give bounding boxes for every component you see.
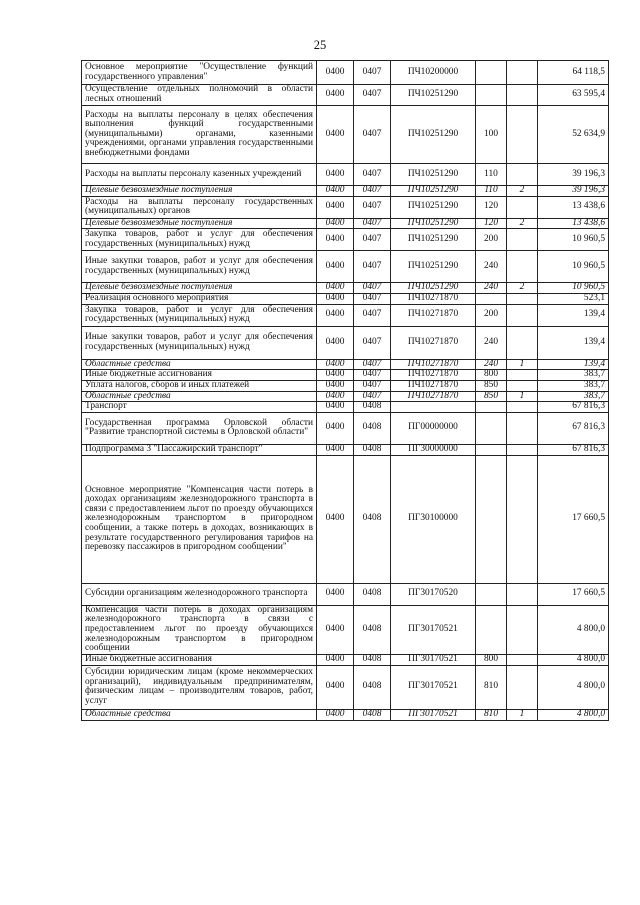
amount-value: 13 438,6 bbox=[538, 218, 609, 229]
table-row bbox=[82, 196, 609, 218]
budget-item-name: Субсидии юридическим лицам (кроме некоммерческих организаций), индивидуальным предпринимателям, физическим лицам – производителям товаров, работ, услуг bbox=[82, 665, 317, 709]
subsection-code: 0407 bbox=[354, 218, 391, 229]
budget-item-name: Расходы на выплаты персоналу в целях обеспечения выполнения функций государственными (муниципальными) органами, казенными учреждениями, органами управления государственными внебюджетными фондами bbox=[82, 106, 317, 164]
budget-item-name: Областные средства bbox=[82, 391, 317, 402]
section-code: 0400 bbox=[317, 665, 354, 709]
funding-source-code bbox=[507, 380, 538, 391]
subsection-code: 0407 bbox=[354, 380, 391, 391]
section-code: 0400 bbox=[317, 326, 354, 359]
funding-source-code bbox=[507, 106, 538, 164]
subsection-code: 0407 bbox=[354, 359, 391, 370]
budget-item-name: Закупка товаров, работ и услуг для обеспечения государственных (муниципальных) нужд bbox=[82, 229, 317, 251]
funding-source-code bbox=[507, 61, 538, 85]
budget-item-name: Основное мероприятие "Осуществление функций государственного управления" bbox=[82, 61, 317, 85]
table-row bbox=[82, 251, 609, 283]
funding-source-code bbox=[507, 665, 538, 709]
budget-item-name: Расходы на выплаты персоналу государственных (муниципальных) органов bbox=[82, 196, 317, 218]
section-code: 0400 bbox=[317, 251, 354, 283]
amount-value: 4 800,0 bbox=[538, 665, 609, 709]
budget-item-name: Основное мероприятие "Компенсация части потерь в доходах организациям железнодорожного транспорта в связи с предоставлением льгот по проезду обучающихся железнодорожным транспортом в пригородном сообщении, а также потерь в доходах, возникающих в результате государственного регулирования тарифов на перевозку пассажиров в пригородном сообщении" bbox=[82, 455, 317, 583]
funding-source-code bbox=[507, 455, 538, 583]
subsection-code: 0407 bbox=[354, 251, 391, 283]
section-code: 0400 bbox=[317, 370, 354, 381]
amount-value: 10 960,5 bbox=[538, 283, 609, 294]
budget-item-name: Иные бюджетные ассигнования bbox=[82, 370, 317, 381]
budget-table bbox=[81, 60, 609, 721]
funding-source-code bbox=[507, 304, 538, 326]
expense-type-code: 240 bbox=[476, 326, 507, 359]
table-row bbox=[82, 709, 609, 720]
expense-type-code bbox=[476, 455, 507, 583]
amount-value: 10 960,5 bbox=[538, 251, 609, 283]
table-row bbox=[82, 665, 609, 709]
target-article-code: ПГ30170521 bbox=[391, 605, 476, 654]
section-code: 0400 bbox=[317, 412, 354, 444]
section-code: 0400 bbox=[317, 402, 354, 413]
expense-type-code bbox=[476, 85, 507, 106]
amount-value: 67 816,3 bbox=[538, 412, 609, 444]
funding-source-code bbox=[507, 196, 538, 218]
funding-source-code bbox=[507, 444, 538, 455]
target-article-code: ПГ00000000 bbox=[391, 412, 476, 444]
section-code: 0400 bbox=[317, 61, 354, 85]
subsection-code: 0407 bbox=[354, 164, 391, 186]
table-row bbox=[82, 402, 609, 413]
target-article-code: ПЧ10251290 bbox=[391, 186, 476, 197]
section-code: 0400 bbox=[317, 605, 354, 654]
section-code: 0400 bbox=[317, 359, 354, 370]
target-article-code: ПЧ10271870 bbox=[391, 304, 476, 326]
section-code: 0400 bbox=[317, 654, 354, 665]
expense-type-code: 110 bbox=[476, 164, 507, 186]
target-article-code: ПГ30170521 bbox=[391, 654, 476, 665]
expense-type-code: 810 bbox=[476, 709, 507, 720]
funding-source-code bbox=[507, 229, 538, 251]
budget-item-name: Иные закупки товаров, работ и услуг для обеспечения государственных (муниципальных) нужд bbox=[82, 251, 317, 283]
amount-value: 39 196,3 bbox=[538, 186, 609, 197]
amount-value: 52 634,9 bbox=[538, 106, 609, 164]
table-row bbox=[82, 370, 609, 381]
table-row bbox=[82, 186, 609, 197]
subsection-code: 0407 bbox=[354, 283, 391, 294]
section-code: 0400 bbox=[317, 106, 354, 164]
target-article-code: ПГ30170521 bbox=[391, 709, 476, 720]
amount-value: 383,7 bbox=[538, 370, 609, 381]
expense-type-code: 100 bbox=[476, 106, 507, 164]
table-row bbox=[82, 444, 609, 455]
target-article-code: ПЧ10251290 bbox=[391, 106, 476, 164]
subsection-code: 0408 bbox=[354, 402, 391, 413]
target-article-code: ПЧ10251290 bbox=[391, 229, 476, 251]
budget-item-name: Целевые безвозмездные поступления bbox=[82, 283, 317, 294]
table-row bbox=[82, 391, 609, 402]
table-row bbox=[82, 455, 609, 583]
budget-item-name: Областные средства bbox=[82, 709, 317, 720]
expense-type-code: 200 bbox=[476, 304, 507, 326]
funding-source-code: 1 bbox=[507, 359, 538, 370]
budget-item-name: Иные закупки товаров, работ и услуг для обеспечения государственных (муниципальных) нужд bbox=[82, 326, 317, 359]
budget-item-name: Расходы на выплаты персоналу казенных учреждений bbox=[82, 164, 317, 186]
funding-source-code bbox=[507, 412, 538, 444]
funding-source-code bbox=[507, 326, 538, 359]
subsection-code: 0408 bbox=[354, 654, 391, 665]
target-article-code: ПГ30170521 bbox=[391, 665, 476, 709]
table-row bbox=[82, 61, 609, 85]
expense-type-code bbox=[476, 583, 507, 605]
budget-item-name: Государственная программа Орловской области "Развитие транспортной системы в Орловской области" bbox=[82, 412, 317, 444]
budget-item-name: Субсидии организациям железнодорожного транспорта bbox=[82, 583, 317, 605]
expense-type-code: 200 bbox=[476, 229, 507, 251]
funding-source-code bbox=[507, 605, 538, 654]
section-code: 0400 bbox=[317, 304, 354, 326]
expense-type-code bbox=[476, 402, 507, 413]
amount-value: 63 595,4 bbox=[538, 85, 609, 106]
section-code: 0400 bbox=[317, 283, 354, 294]
budget-item-name: Транспорт bbox=[82, 402, 317, 413]
budget-item-name: Областные средства bbox=[82, 359, 317, 370]
section-code: 0400 bbox=[317, 229, 354, 251]
expense-type-code: 800 bbox=[476, 370, 507, 381]
expense-type-code: 850 bbox=[476, 391, 507, 402]
expense-type-code bbox=[476, 605, 507, 654]
funding-source-code bbox=[507, 654, 538, 665]
funding-source-code bbox=[507, 164, 538, 186]
amount-value: 4 800,0 bbox=[538, 654, 609, 665]
subsection-code: 0408 bbox=[354, 665, 391, 709]
budget-item-name: Иные бюджетные ассигнования bbox=[82, 654, 317, 665]
section-code: 0400 bbox=[317, 85, 354, 106]
section-code: 0400 bbox=[317, 444, 354, 455]
amount-value: 17 660,5 bbox=[538, 455, 609, 583]
section-code: 0400 bbox=[317, 583, 354, 605]
subsection-code: 0407 bbox=[354, 61, 391, 85]
funding-source-code bbox=[507, 251, 538, 283]
section-code: 0400 bbox=[317, 196, 354, 218]
expense-type-code: 240 bbox=[476, 283, 507, 294]
budget-item-name: Целевые безвозмездные поступления bbox=[82, 186, 317, 197]
section-code: 0400 bbox=[317, 709, 354, 720]
table-row bbox=[82, 229, 609, 251]
funding-source-code: 1 bbox=[507, 391, 538, 402]
amount-value: 67 816,3 bbox=[538, 402, 609, 413]
section-code: 0400 bbox=[317, 218, 354, 229]
table-row bbox=[82, 654, 609, 665]
section-code: 0400 bbox=[317, 164, 354, 186]
table-row bbox=[82, 283, 609, 294]
amount-value: 383,7 bbox=[538, 391, 609, 402]
target-article-code: ПЧ10271870 bbox=[391, 391, 476, 402]
subsection-code: 0407 bbox=[354, 106, 391, 164]
budget-item-name: Закупка товаров, работ и услуг для обеспечения государственных (муниципальных) нужд bbox=[82, 304, 317, 326]
section-code: 0400 bbox=[317, 293, 354, 304]
table-row bbox=[82, 218, 609, 229]
budget-table-body bbox=[82, 61, 609, 721]
target-article-code: ПЧ10271870 bbox=[391, 380, 476, 391]
amount-value: 10 960,5 bbox=[538, 229, 609, 251]
table-row bbox=[82, 605, 609, 654]
table-row bbox=[82, 380, 609, 391]
table-row bbox=[82, 412, 609, 444]
amount-value: 64 118,5 bbox=[538, 61, 609, 85]
amount-value: 4 800,0 bbox=[538, 605, 609, 654]
target-article-code: ПЧ10251290 bbox=[391, 164, 476, 186]
subsection-code: 0407 bbox=[354, 229, 391, 251]
expense-type-code: 120 bbox=[476, 218, 507, 229]
budget-item-name: Осуществление отдельных полномочий в области лесных отношений bbox=[82, 85, 317, 106]
budget-item-name: Целевые безвозмездные поступления bbox=[82, 218, 317, 229]
table-row bbox=[82, 293, 609, 304]
expense-type-code bbox=[476, 412, 507, 444]
funding-source-code bbox=[507, 370, 538, 381]
amount-value: 139,4 bbox=[538, 304, 609, 326]
amount-value: 67 816,3 bbox=[538, 444, 609, 455]
target-article-code: ПЧ10271870 bbox=[391, 326, 476, 359]
expense-type-code bbox=[476, 444, 507, 455]
subsection-code: 0408 bbox=[354, 444, 391, 455]
expense-type-code: 110 bbox=[476, 186, 507, 197]
subsection-code: 0408 bbox=[354, 412, 391, 444]
target-article-code: ПГ30170520 bbox=[391, 583, 476, 605]
funding-source-code: 2 bbox=[507, 283, 538, 294]
funding-source-code: 2 bbox=[507, 218, 538, 229]
subsection-code: 0407 bbox=[354, 186, 391, 197]
budget-item-name: Уплата налогов, сборов и иных платежей bbox=[82, 380, 317, 391]
expense-type-code: 120 bbox=[476, 196, 507, 218]
amount-value: 17 660,5 bbox=[538, 583, 609, 605]
target-article-code bbox=[391, 402, 476, 413]
subsection-code: 0407 bbox=[354, 370, 391, 381]
expense-type-code: 800 bbox=[476, 654, 507, 665]
funding-source-code bbox=[507, 85, 538, 106]
budget-item-name: Реализация основного мероприятия bbox=[82, 293, 317, 304]
amount-value: 383,7 bbox=[538, 380, 609, 391]
subsection-code: 0407 bbox=[354, 304, 391, 326]
expense-type-code: 240 bbox=[476, 359, 507, 370]
subsection-code: 0408 bbox=[354, 605, 391, 654]
subsection-code: 0408 bbox=[354, 709, 391, 720]
expense-type-code: 850 bbox=[476, 380, 507, 391]
subsection-code: 0407 bbox=[354, 196, 391, 218]
amount-value: 139,4 bbox=[538, 326, 609, 359]
target-article-code: ПЧ10271870 bbox=[391, 370, 476, 381]
subsection-code: 0407 bbox=[354, 85, 391, 106]
section-code: 0400 bbox=[317, 186, 354, 197]
subsection-code: 0408 bbox=[354, 583, 391, 605]
target-article-code: ПЧ10251290 bbox=[391, 283, 476, 294]
section-code: 0400 bbox=[317, 380, 354, 391]
page-number: 25 bbox=[313, 38, 327, 52]
amount-value: 13 438,6 bbox=[538, 196, 609, 218]
funding-source-code bbox=[507, 293, 538, 304]
subsection-code: 0407 bbox=[354, 326, 391, 359]
budget-item-name: Подпрограмма 3 "Пассажирский транспорт" bbox=[82, 444, 317, 455]
subsection-code: 0407 bbox=[354, 293, 391, 304]
target-article-code: ПЧ10251290 bbox=[391, 218, 476, 229]
target-article-code: ПЧ10251290 bbox=[391, 196, 476, 218]
funding-source-code bbox=[507, 402, 538, 413]
target-article-code: ПЧ10251290 bbox=[391, 85, 476, 106]
expense-type-code bbox=[476, 61, 507, 85]
funding-source-code: 2 bbox=[507, 186, 538, 197]
amount-value: 523,1 bbox=[538, 293, 609, 304]
target-article-code: ПЧ10200000 bbox=[391, 61, 476, 85]
section-code: 0400 bbox=[317, 455, 354, 583]
target-article-code: ПГ30100000 bbox=[391, 455, 476, 583]
funding-source-code: 1 bbox=[507, 709, 538, 720]
table-row bbox=[82, 106, 609, 164]
table-row bbox=[82, 164, 609, 186]
subsection-code: 0407 bbox=[354, 391, 391, 402]
table-row bbox=[82, 304, 609, 326]
funding-source-code bbox=[507, 583, 538, 605]
amount-value: 139,4 bbox=[538, 359, 609, 370]
table-row bbox=[82, 583, 609, 605]
subsection-code: 0408 bbox=[354, 455, 391, 583]
expense-type-code: 810 bbox=[476, 665, 507, 709]
table-row bbox=[82, 85, 609, 106]
expense-type-code: 240 bbox=[476, 251, 507, 283]
section-code: 0400 bbox=[317, 391, 354, 402]
amount-value: 39 196,3 bbox=[538, 164, 609, 186]
amount-value: 4 800,0 bbox=[538, 709, 609, 720]
expense-type-code bbox=[476, 293, 507, 304]
target-article-code: ПЧ10251290 bbox=[391, 251, 476, 283]
budget-item-name: Компенсация части потерь в доходах организациям железнодорожного транспорта в связи с предоставлением льгот по проезду обучающихся железнодорожным транспортом в пригородном сообщении bbox=[82, 605, 317, 654]
target-article-code: ПГ30000000 bbox=[391, 444, 476, 455]
table-row bbox=[82, 326, 609, 359]
target-article-code: ПЧ10271870 bbox=[391, 293, 476, 304]
target-article-code: ПЧ10271870 bbox=[391, 359, 476, 370]
